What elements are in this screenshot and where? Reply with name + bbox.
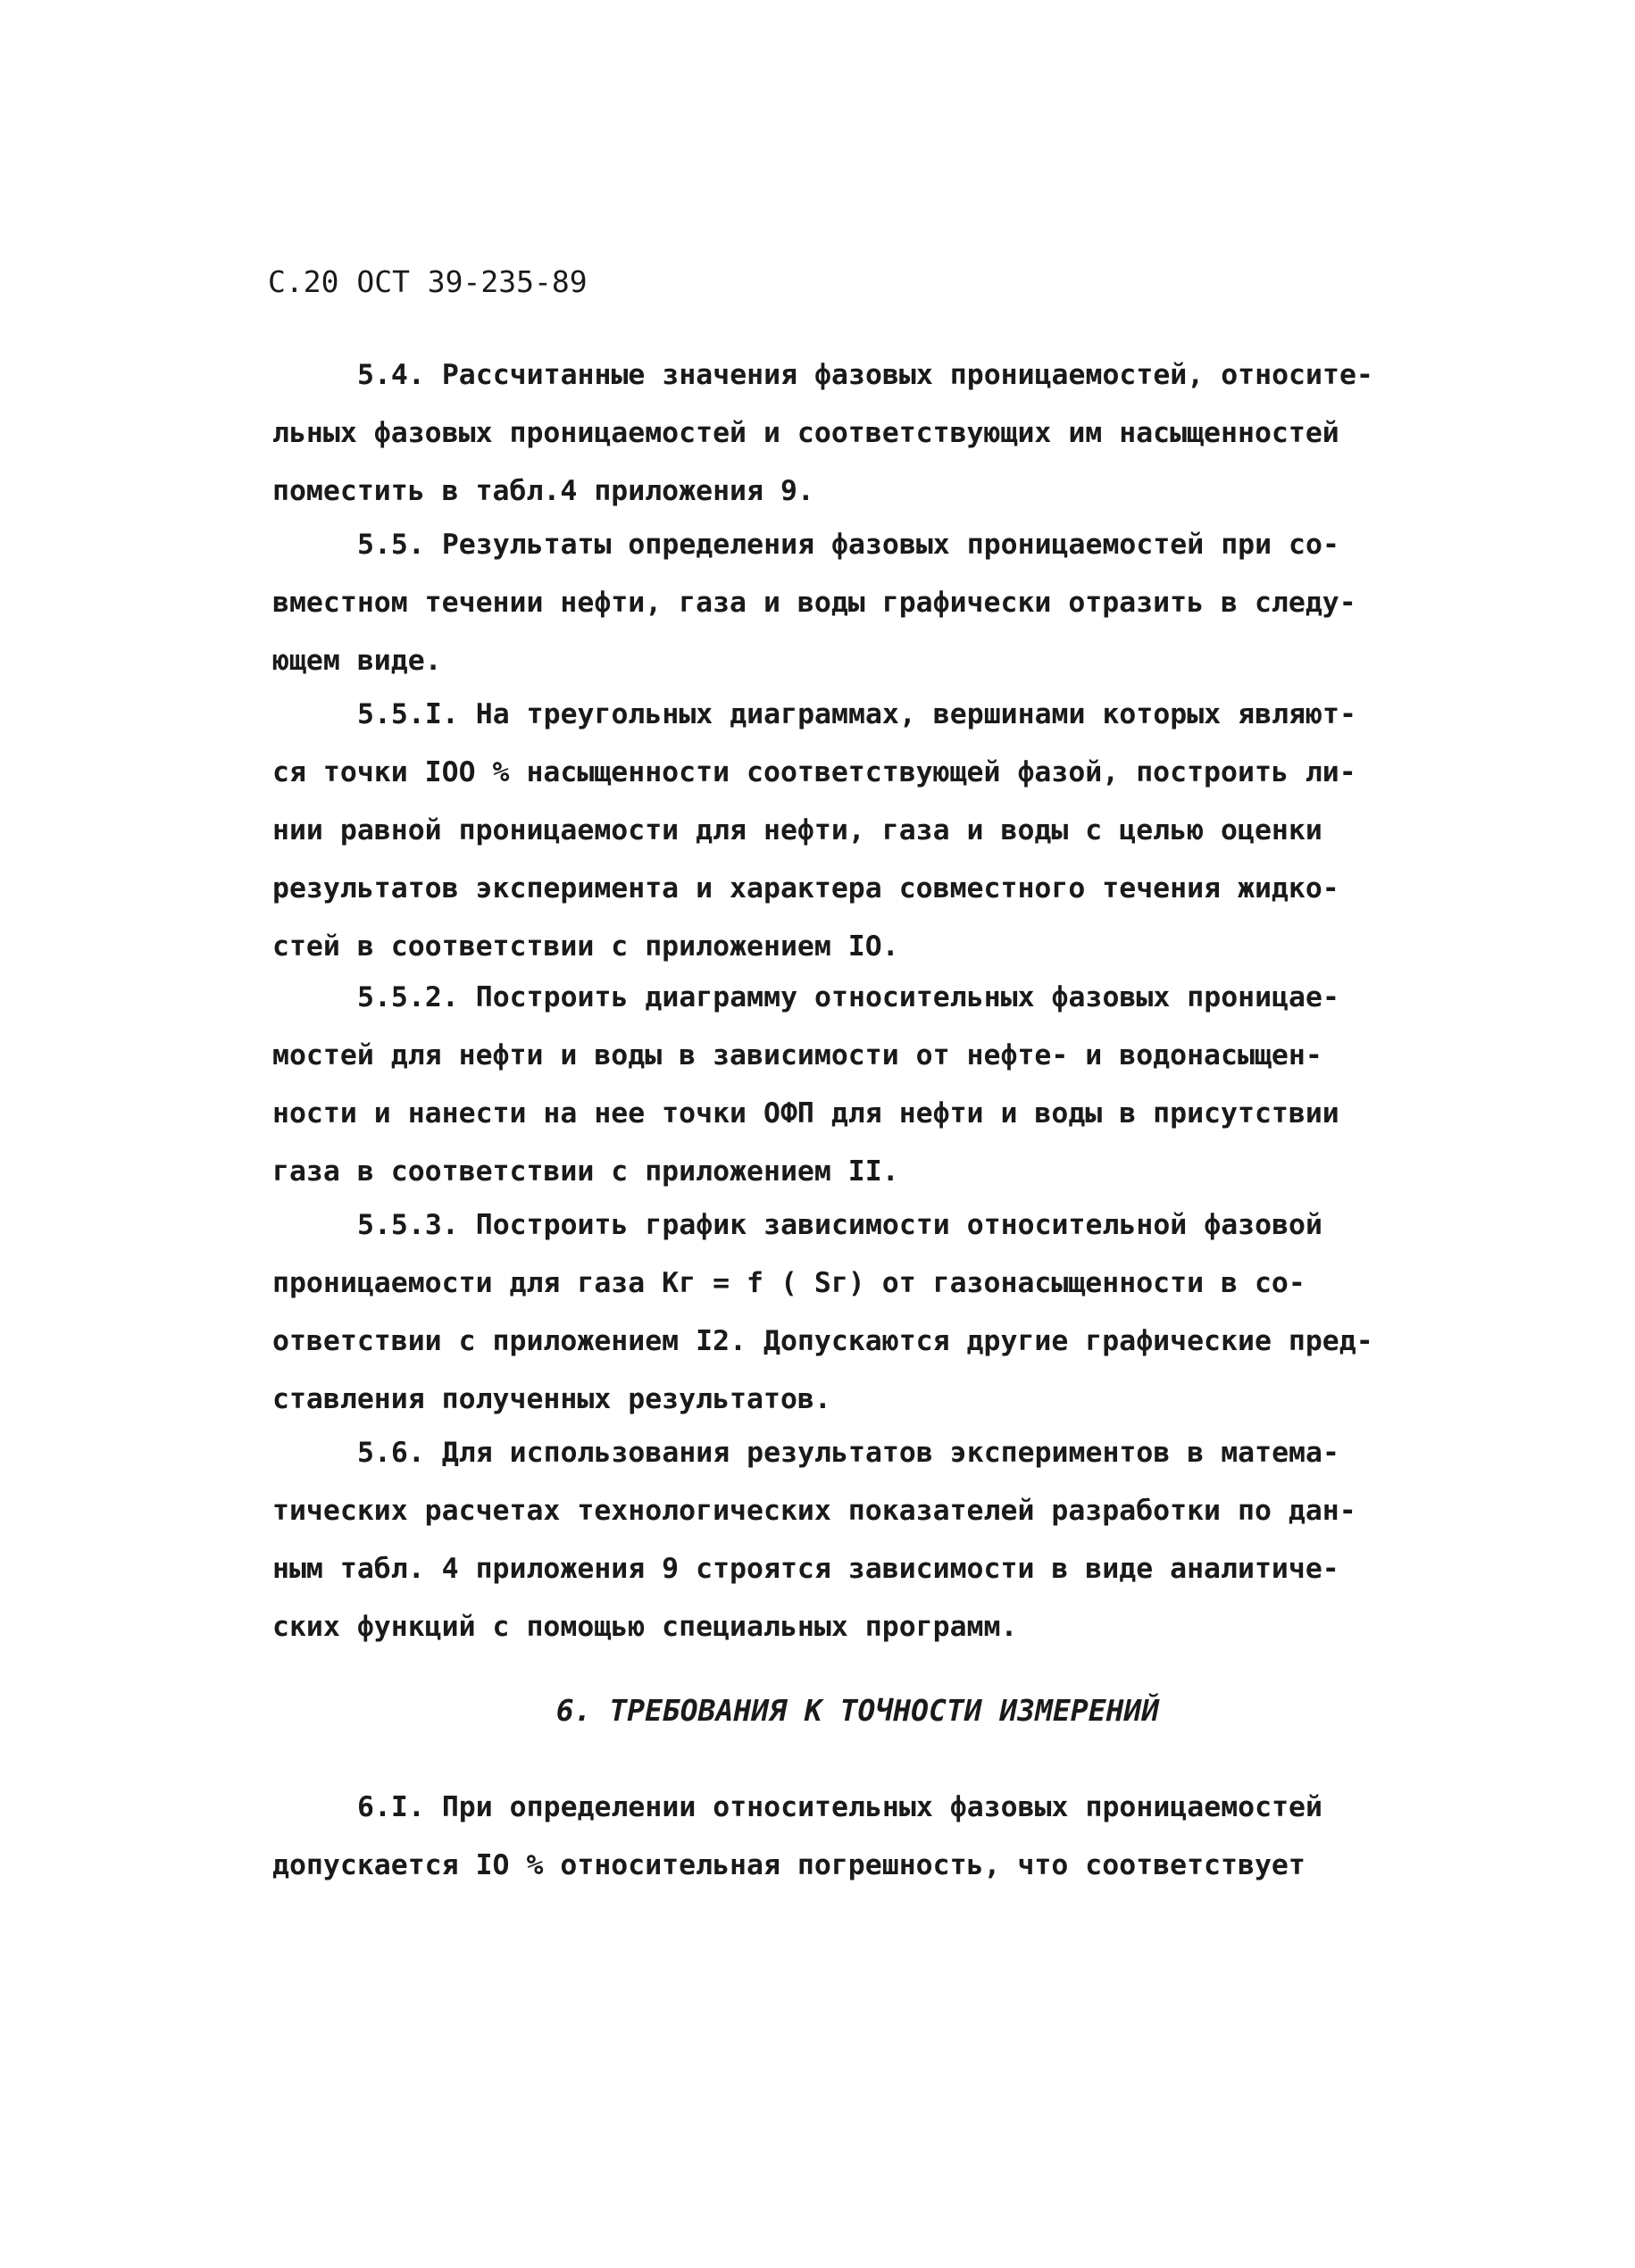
paragraph-line: нии равной проницаемости для нефти, газа и воды с целью оценки xyxy=(272,814,1322,846)
paragraph-5-5 xyxy=(272,516,1389,690)
paragraph-line: тических расчетах технологических показателей разработки по дан- xyxy=(272,1495,1356,1527)
page-header: С.20 ОСТ 39-235-89 xyxy=(268,264,588,299)
paragraph-line: ставления полученных результатов. xyxy=(272,1383,831,1415)
paragraph-line: мостей для нефти и воды в зависимости от нефте- и водонасыщен- xyxy=(272,1039,1322,1071)
paragraph-line: ских функций с помощью специальных программ. xyxy=(272,1611,1018,1643)
paragraph-line: 5.5.3. Построить график зависимости относительной фазовой xyxy=(357,1209,1322,1241)
section-heading-text: 6. ТРЕБОВАНИЯ К ТОЧНОСТИ ИЗМЕРЕНИЙ xyxy=(555,1693,1160,1728)
paragraph-line: ющем виде. xyxy=(272,645,442,677)
paragraph-line: проницаемости для газа Кг = f ( Sг) от газонасыщенности в со- xyxy=(272,1267,1305,1299)
paragraph-line: 5.6. Для использования результатов экспериментов в матема- xyxy=(357,1437,1339,1469)
paragraph-line: допускается IO % относительная погрешность, что соответствует xyxy=(272,1849,1305,1881)
paragraph-5-4 xyxy=(272,346,1389,521)
paragraph-line: ответствии с приложением I2. Допускаются другие графические пред- xyxy=(272,1325,1373,1357)
section-heading xyxy=(0,1693,1635,1728)
paragraph-line: льных фазовых проницаемостей и соответствующих им насыщенностей xyxy=(272,417,1339,449)
paragraph-5-5-3 xyxy=(272,1197,1389,1429)
paragraph-line: ся точки IOO % насыщенности соответствующей фазой, построить ли- xyxy=(272,756,1356,788)
paragraph-line: 5.5.I. На треугольных диаграммах, вершинами которых являют- xyxy=(357,698,1356,730)
paragraph-line: 5.4. Рассчитанные значения фазовых проницаемостей, относите- xyxy=(357,359,1373,391)
paragraph-line: результатов эксперимента и характера совместного течения жидко- xyxy=(272,872,1339,905)
paragraph-5-5-1 xyxy=(272,686,1389,976)
paragraph-5-6 xyxy=(272,1424,1389,1656)
paragraph-line: вместном течении нефти, газа и воды графически отразить в следу- xyxy=(272,587,1356,619)
paragraph-line: 5.5. Результаты определения фазовых проницаемостей при со- xyxy=(357,529,1339,561)
paragraph-line: стей в соответствии с приложением IO. xyxy=(272,930,899,963)
paragraph-line: газа в соответствии с приложением II. xyxy=(272,1155,899,1188)
paragraph-line: ным табл. 4 приложения 9 строятся зависимости в виде аналитиче- xyxy=(272,1553,1339,1585)
paragraph-line: поместить в табл.4 приложения 9. xyxy=(272,475,814,507)
paragraph-6-1 xyxy=(272,1779,1389,1895)
paragraph-line: 6.I. При определении относительных фазовых проницаемостей xyxy=(357,1791,1322,1823)
paragraph-line: 5.5.2. Построить диаграмму относительных фазовых проницае- xyxy=(357,981,1339,1013)
paragraph-5-5-2 xyxy=(272,969,1389,1201)
paragraph-line: ности и нанести на нее точки ОФП для нефти и воды в присутствии xyxy=(272,1097,1339,1130)
